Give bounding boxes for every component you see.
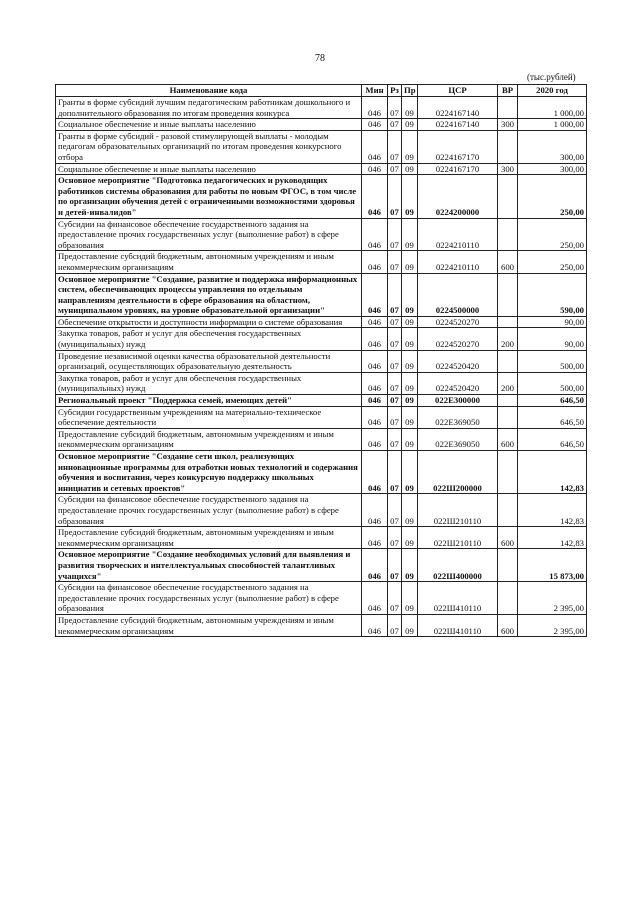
- cell-vr: [498, 218, 518, 251]
- cell-vr: 200: [498, 372, 518, 394]
- cell-amount: 646,50: [518, 428, 587, 450]
- cell-vr: [498, 406, 518, 428]
- cell-name: Предоставление субсидий бюджетным, автономным учреждениям и иным некоммерческим организациям: [56, 428, 362, 450]
- units-label: (тыс.рублей): [527, 72, 576, 82]
- cell-pr: 09: [402, 130, 418, 163]
- cell-amount: 500,00: [518, 372, 587, 394]
- cell-min: 046: [362, 406, 388, 428]
- cell-csr: 0224167140: [418, 97, 498, 119]
- cell-name: Обеспечение открытости и доступности информации о системе образования: [56, 316, 362, 328]
- cell-name: Основное мероприятие "Создание сети школ, реализующих инновационные программы для отработки новых технологий и содержания обучения и воспитания, через конкурсную поддержку школьных инициатив и сетевых проектов": [56, 451, 362, 494]
- cell-min: 046: [362, 614, 388, 636]
- cell-name: Закупка товаров, работ и услуг для обеспечения государственных (муниципальных) нужд: [56, 372, 362, 394]
- cell-vr: 600: [498, 428, 518, 450]
- cell-pr: 09: [402, 175, 418, 218]
- cell-min: 046: [362, 527, 388, 549]
- cell-csr: 022Е300000: [418, 395, 498, 407]
- cell-pr: 09: [402, 406, 418, 428]
- table-row: [56, 316, 587, 328]
- cell-rz: 07: [388, 527, 402, 549]
- cell-csr: 022Ш400000: [418, 549, 498, 582]
- cell-rz: 07: [388, 97, 402, 119]
- table-row: [56, 527, 587, 549]
- cell-amount: 15 873,00: [518, 549, 587, 582]
- cell-csr: 0224520420: [418, 350, 498, 372]
- cell-amount: 646,50: [518, 406, 587, 428]
- cell-csr: 022Ш210110: [418, 494, 498, 527]
- cell-rz: 07: [388, 218, 402, 251]
- cell-amount: 250,00: [518, 251, 587, 273]
- table-row: [56, 273, 587, 316]
- cell-vr: [498, 582, 518, 615]
- table-row: [56, 350, 587, 372]
- cell-min: 046: [362, 316, 388, 328]
- cell-csr: 0224167170: [418, 130, 498, 163]
- cell-min: 046: [362, 218, 388, 251]
- cell-amount: 300,00: [518, 163, 587, 175]
- budget-table: [55, 84, 587, 637]
- cell-csr: 0224520270: [418, 316, 498, 328]
- table-row: [56, 451, 587, 494]
- cell-vr: 300: [498, 119, 518, 131]
- cell-min: 046: [362, 119, 388, 131]
- cell-pr: 09: [402, 273, 418, 316]
- cell-name: Субсидии на финансовое обеспечение государственного задания на предоставление прочих государственных услуг (выполнение работ) в сфере образования: [56, 582, 362, 615]
- cell-vr: 600: [498, 527, 518, 549]
- cell-vr: [498, 175, 518, 218]
- cell-vr: [498, 273, 518, 316]
- cell-rz: 07: [388, 406, 402, 428]
- cell-csr: 0224167170: [418, 163, 498, 175]
- table-row: [56, 218, 587, 251]
- cell-name: Предоставление субсидий бюджетным, автономным учреждениям и иным некоммерческим организациям: [56, 251, 362, 273]
- cell-vr: 600: [498, 614, 518, 636]
- cell-name: Региональный проект "Поддержка семей, имеющих детей": [56, 395, 362, 407]
- cell-csr: 022Е369050: [418, 406, 498, 428]
- cell-name: Основное мероприятие "Подготовка педагогических и руководящих работников системы образования для работы по новым ФГОС, в том числе по организации обучения детей с ограниченными возможностями здоровья и детей-инвалидов": [56, 175, 362, 218]
- table-row: [56, 130, 587, 163]
- table-row: [56, 372, 587, 394]
- cell-rz: 07: [388, 395, 402, 407]
- table-row: [56, 614, 587, 636]
- table-row: [56, 175, 587, 218]
- cell-name: Субсидии государственным учреждениям на материально-техническое обеспечение деятельности: [56, 406, 362, 428]
- cell-pr: 09: [402, 251, 418, 273]
- cell-amount: 500,00: [518, 350, 587, 372]
- cell-pr: 09: [402, 582, 418, 615]
- cell-amount: 646,50: [518, 395, 587, 407]
- header-rz: Рз: [388, 85, 402, 97]
- cell-name: Субсидии на финансовое обеспечение государственного задания на предоставление прочих государственных услуг (выполнение работ) в сфере образования: [56, 494, 362, 527]
- cell-csr: 0224210110: [418, 251, 498, 273]
- page-number: 78: [315, 53, 325, 64]
- cell-pr: 09: [402, 350, 418, 372]
- cell-csr: 022Ш410110: [418, 614, 498, 636]
- cell-pr: 09: [402, 218, 418, 251]
- table-row: [56, 406, 587, 428]
- cell-pr: 09: [402, 395, 418, 407]
- cell-vr: 300: [498, 163, 518, 175]
- table-row: [56, 328, 587, 350]
- cell-csr: 022Ш410110: [418, 582, 498, 615]
- cell-min: 046: [362, 328, 388, 350]
- cell-vr: [498, 451, 518, 494]
- header-min: Мин: [362, 85, 388, 97]
- cell-min: 046: [362, 372, 388, 394]
- cell-name: Основное мероприятие "Создание, развитие и поддержка информационных систем, обеспечивающих процессы управления по отдельным направлениям деятельности в сфере образования на областном, муниципальном уровнях, на уровне образовательной организации": [56, 273, 362, 316]
- cell-rz: 07: [388, 549, 402, 582]
- table-row: [56, 119, 587, 131]
- cell-min: 046: [362, 582, 388, 615]
- header-vr: ВР: [498, 85, 518, 97]
- cell-amount: 90,00: [518, 328, 587, 350]
- cell-rz: 07: [388, 328, 402, 350]
- cell-vr: 600: [498, 251, 518, 273]
- cell-rz: 07: [388, 251, 402, 273]
- cell-min: 046: [362, 451, 388, 494]
- cell-rz: 07: [388, 175, 402, 218]
- cell-rz: 07: [388, 316, 402, 328]
- table-row: [56, 251, 587, 273]
- table-row: [56, 428, 587, 450]
- cell-name: Социальное обеспечение и иные выплаты населению: [56, 163, 362, 175]
- cell-csr: 0224520270: [418, 328, 498, 350]
- cell-vr: [498, 494, 518, 527]
- cell-rz: 07: [388, 372, 402, 394]
- cell-pr: 09: [402, 97, 418, 119]
- header-row: [56, 85, 587, 97]
- cell-pr: 09: [402, 549, 418, 582]
- cell-vr: 200: [498, 328, 518, 350]
- cell-amount: 142,83: [518, 451, 587, 494]
- cell-vr: [498, 395, 518, 407]
- cell-rz: 07: [388, 163, 402, 175]
- cell-min: 046: [362, 251, 388, 273]
- cell-amount: 2 395,00: [518, 582, 587, 615]
- cell-amount: 142,83: [518, 494, 587, 527]
- cell-rz: 07: [388, 614, 402, 636]
- cell-name: Предоставление субсидий бюджетным, автономным учреждениям и иным некоммерческим организациям: [56, 614, 362, 636]
- cell-csr: 0224500000: [418, 273, 498, 316]
- cell-rz: 07: [388, 582, 402, 615]
- cell-csr: 022Ш210110: [418, 527, 498, 549]
- cell-min: 046: [362, 97, 388, 119]
- cell-amount: 2 395,00: [518, 614, 587, 636]
- cell-rz: 07: [388, 273, 402, 316]
- cell-pr: 09: [402, 328, 418, 350]
- cell-vr: [498, 549, 518, 582]
- cell-amount: 1 000,00: [518, 119, 587, 131]
- cell-min: 046: [362, 130, 388, 163]
- cell-rz: 07: [388, 350, 402, 372]
- header-year: 2020 год: [518, 85, 587, 97]
- cell-name: Основное мероприятие "Создание необходимых условий для выявления и развития творческих и интеллектуальных способностей талантливых учащихся": [56, 549, 362, 582]
- header-name: Наименование кода: [56, 85, 362, 97]
- cell-csr: 022Ш200000: [418, 451, 498, 494]
- cell-rz: 07: [388, 494, 402, 527]
- cell-vr: [498, 316, 518, 328]
- cell-pr: 09: [402, 527, 418, 549]
- table-row: [56, 494, 587, 527]
- cell-amount: 250,00: [518, 175, 587, 218]
- cell-csr: 022Е369050: [418, 428, 498, 450]
- header-pr: Пр: [402, 85, 418, 97]
- cell-amount: 300,00: [518, 130, 587, 163]
- cell-csr: 0224200000: [418, 175, 498, 218]
- cell-csr: 0224520420: [418, 372, 498, 394]
- cell-pr: 09: [402, 163, 418, 175]
- cell-rz: 07: [388, 130, 402, 163]
- table-row: [56, 97, 587, 119]
- cell-amount: 90,00: [518, 316, 587, 328]
- cell-rz: 07: [388, 428, 402, 450]
- cell-rz: 07: [388, 451, 402, 494]
- cell-amount: 1 000,00: [518, 97, 587, 119]
- cell-min: 046: [362, 428, 388, 450]
- table-row: [56, 549, 587, 582]
- cell-name: Социальное обеспечение и иные выплаты населению: [56, 119, 362, 131]
- cell-rz: 07: [388, 119, 402, 131]
- cell-name: Проведение независимой оценки качества образовательной деятельности организаций, осуществляющих образовательную деятельность: [56, 350, 362, 372]
- cell-vr: [498, 97, 518, 119]
- table-row: [56, 395, 587, 407]
- cell-min: 046: [362, 494, 388, 527]
- cell-pr: 09: [402, 451, 418, 494]
- cell-min: 046: [362, 273, 388, 316]
- cell-min: 046: [362, 549, 388, 582]
- cell-vr: [498, 130, 518, 163]
- cell-name: Гранты в форме субсидий - разовой стимулирующей выплаты - молодым педагогам образовательных организаций по итогам проведения конкурсного отбора: [56, 130, 362, 163]
- cell-pr: 09: [402, 614, 418, 636]
- cell-csr: 0224210110: [418, 218, 498, 251]
- cell-name: Предоставление субсидий бюджетным, автономным учреждениям и иным некоммерческим организациям: [56, 527, 362, 549]
- cell-pr: 09: [402, 372, 418, 394]
- table-row: [56, 163, 587, 175]
- cell-pr: 09: [402, 119, 418, 131]
- cell-min: 046: [362, 175, 388, 218]
- cell-min: 046: [362, 350, 388, 372]
- cell-vr: [498, 350, 518, 372]
- cell-amount: 142,83: [518, 527, 587, 549]
- cell-amount: 250,00: [518, 218, 587, 251]
- cell-name: Гранты в форме субсидий лучшим педагогическим работникам дошкольного и дополнительного образования по итогам проведения конкурса: [56, 97, 362, 119]
- header-csr: ЦСР: [418, 85, 498, 97]
- cell-csr: 0224167140: [418, 119, 498, 131]
- cell-min: 046: [362, 395, 388, 407]
- cell-name: Закупка товаров, работ и услуг для обеспечения государственных (муниципальных) нужд: [56, 328, 362, 350]
- table-row: [56, 582, 587, 615]
- cell-min: 046: [362, 163, 388, 175]
- cell-amount: 590,00: [518, 273, 587, 316]
- cell-pr: 09: [402, 494, 418, 527]
- cell-pr: 09: [402, 316, 418, 328]
- cell-pr: 09: [402, 428, 418, 450]
- cell-name: Субсидии на финансовое обеспечение государственного задания на предоставление прочих государственных услуг (выполнение работ) в сфере образования: [56, 218, 362, 251]
